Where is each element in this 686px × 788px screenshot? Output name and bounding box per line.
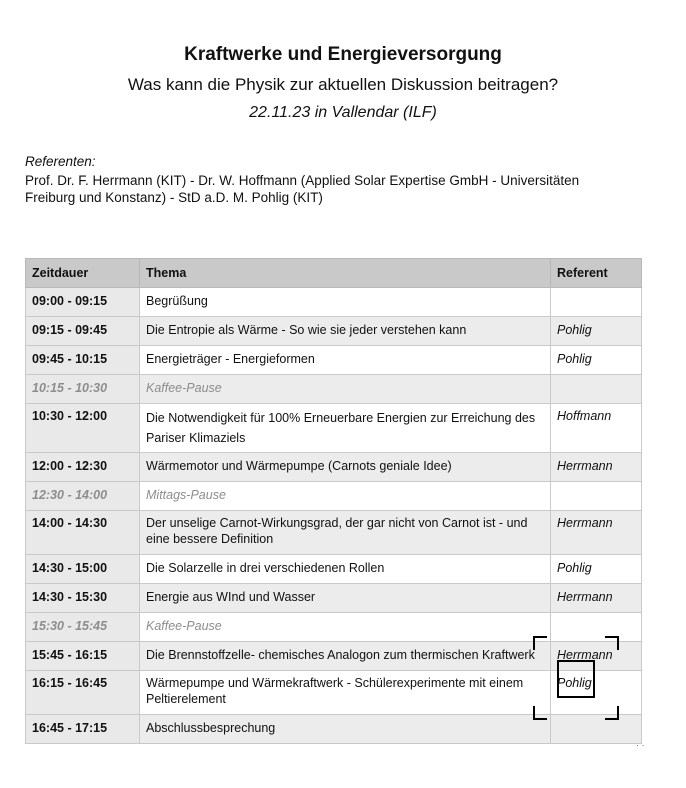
row-topic: Die Entropie als Wärme - So wie sie jeder verstehen kann: [140, 317, 551, 346]
row-speaker: [551, 288, 642, 317]
table-row: [26, 317, 642, 346]
row-time: 10:30 - 12:00: [26, 404, 140, 453]
row-topic: Die Solarzelle in drei verschiedenen Rollen: [140, 555, 551, 584]
table-row: [26, 642, 642, 671]
row-time: 15:30 - 15:45: [26, 613, 140, 642]
crop-mark-top-right: [605, 636, 619, 650]
row-time: 16:45 - 17:15: [26, 715, 140, 744]
row-speaker: Hoffmann: [551, 404, 642, 453]
row-time: 14:30 - 15:00: [26, 555, 140, 584]
page-dots: · ·: [636, 740, 645, 750]
column-header-time: Zeitdauer: [26, 259, 140, 288]
row-topic: Energieträger - Energieformen: [140, 346, 551, 375]
row-topic: Begrüßung: [140, 288, 551, 317]
row-time: 09:15 - 09:45: [26, 317, 140, 346]
table-row: [26, 375, 642, 404]
row-topic: Die Brennstoffzelle- chemisches Analogon zum thermischen Kraftwerk: [140, 642, 551, 671]
crop-mark-bottom-left: [533, 706, 547, 720]
row-speaker: Pohlig: [551, 317, 642, 346]
table-row: [26, 555, 642, 584]
speakers-list: Prof. Dr. F. Herrmann (KIT) - Dr. W. Hoffmann (Applied Solar Expertise GmbH - Universitäten Freiburg und Konstanz) - StD a.D. M. Pohlig (KIT): [25, 173, 580, 205]
date-location: 22.11.23 in Vallendar (ILF): [249, 104, 437, 121]
table-row: [26, 715, 642, 744]
row-speaker: Herrmann: [551, 453, 642, 482]
row-speaker: [551, 715, 642, 744]
row-topic: Wärmepumpe und Wärmekraftwerk - Schülerexperimente mit einem Peltierelement: [140, 671, 551, 715]
document-subtitle: Was kann die Physik zur aktuellen Diskussion beitragen?: [127, 75, 559, 94]
table-row: [26, 613, 642, 642]
table-row: [26, 671, 642, 715]
table-row: [26, 482, 642, 511]
row-time: 14:30 - 15:30: [26, 584, 140, 613]
schedule-table: [25, 258, 642, 744]
row-time: 10:15 - 10:30: [26, 375, 140, 404]
row-speaker: Pohlig: [551, 346, 642, 375]
row-topic: Der unselige Carnot-Wirkungsgrad, der gar nicht von Carnot ist - und eine bessere Definition: [140, 511, 551, 555]
row-time: 09:45 - 10:15: [26, 346, 140, 375]
row-speaker: [551, 375, 642, 404]
row-time: 12:00 - 12:30: [26, 453, 140, 482]
table-row: [26, 404, 642, 453]
table-row: [26, 584, 642, 613]
row-time: 15:45 - 16:15: [26, 642, 140, 671]
row-time: 09:00 - 09:15: [26, 288, 140, 317]
row-topic: Kaffee-Pause: [140, 375, 551, 404]
selection-box[interactable]: [557, 660, 595, 698]
crop-mark-top-left: [533, 636, 547, 650]
column-header-topic: Thema: [140, 259, 551, 288]
row-speaker: [551, 482, 642, 511]
table-row: [26, 346, 642, 375]
crop-mark-bottom-right: [605, 706, 619, 720]
row-topic: Energie aus WInd und Wasser: [140, 584, 551, 613]
row-speaker: Pohlig: [551, 671, 642, 715]
table-header-row: [26, 259, 642, 288]
row-speaker: [551, 613, 642, 642]
column-header-speaker: Referent: [551, 259, 642, 288]
row-speaker: Herrmann: [551, 642, 642, 671]
table-row: [26, 453, 642, 482]
row-time: 12:30 - 14:00: [26, 482, 140, 511]
row-speaker: Herrmann: [551, 511, 642, 555]
row-speaker: Pohlig: [551, 555, 642, 584]
row-speaker: Herrmann: [551, 584, 642, 613]
row-topic: Die Notwendigkeit für 100% Erneuerbare Energien zur Erreichung des Pariser Klimaziels: [140, 404, 551, 453]
row-topic: Kaffee-Pause: [140, 613, 551, 642]
table-row: [26, 511, 642, 555]
document-title: Kraftwerke und Energieversorgung: [184, 44, 502, 65]
table-row: [26, 288, 642, 317]
row-topic: Wärmemotor und Wärmepumpe (Carnots geniale Idee): [140, 453, 551, 482]
row-topic: Abschlussbesprechung: [140, 715, 551, 744]
row-topic: Mittags-Pause: [140, 482, 551, 511]
row-time: 16:15 - 16:45: [26, 671, 140, 715]
row-time: 14:00 - 14:30: [26, 511, 140, 555]
speakers-heading: Referenten:: [25, 154, 96, 169]
